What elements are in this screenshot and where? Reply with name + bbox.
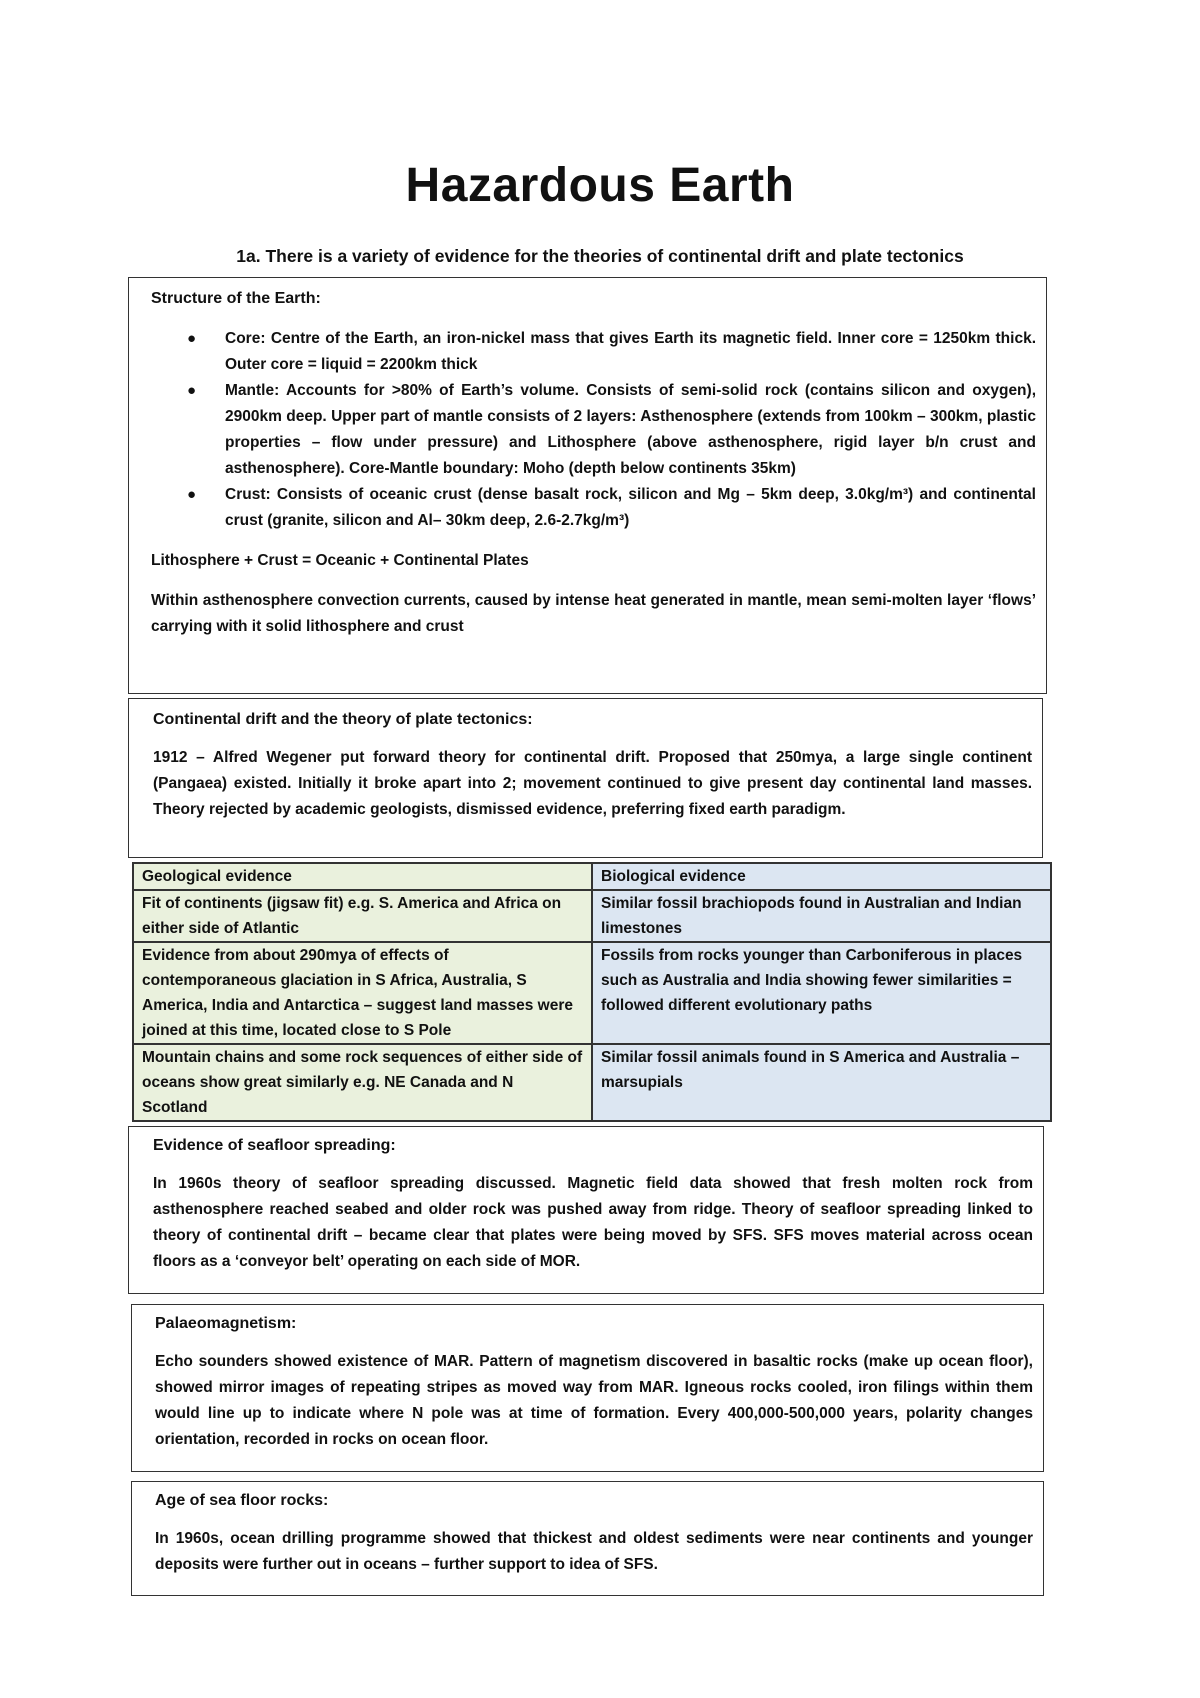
- table-cell-biological: Similar fossil animals found in S America and Australia – marsupials: [592, 1044, 1051, 1121]
- continental-drift-box: [128, 698, 1043, 858]
- table-cell-biological: Similar fossil brachiopods found in Australian and Indian limestones: [592, 890, 1051, 942]
- biological-evidence-header: Biological evidence: [592, 863, 1051, 890]
- page-title: Hazardous Earth: [405, 159, 795, 212]
- layer-crust-item: [187, 482, 1036, 534]
- table-cell-geological: Evidence from about 290mya of effects of contemporaneous glaciation in S Africa, Australia, S America, India and Antarctica – suggest land masses were joined at this time, located close to S Pole: [133, 942, 592, 1044]
- layer-core-item: [187, 326, 1036, 378]
- table-row: [133, 1044, 1051, 1121]
- drift-heading: Continental drift and the theory of plate tectonics:: [153, 711, 533, 728]
- palaeomagnetism-text: Echo sounders showed existence of MAR. Pattern of magnetism discovered in basaltic rocks (make up ocean floor), showed mirror images of repeating stripes as moved way from MAR. Igneous rocks cooled, iron filings within them would line up to indicate where N pole was at time of formation. Every 400,000-500,000 years, polarity changes orientation, recorded in rocks on ocean floor.: [155, 1353, 1033, 1448]
- table-header-row: [133, 863, 1051, 890]
- bullet-icon: ●: [187, 382, 197, 399]
- plates-equation: Lithosphere + Crust = Oceanic + Continental Plates: [151, 552, 529, 569]
- table-cell-geological: Fit of continents (jigsaw fit) e.g. S. America and Africa on either side of Atlantic: [133, 890, 592, 942]
- layer-mantle-item: [187, 378, 1036, 482]
- bullet-icon: ●: [187, 486, 197, 503]
- layer-crust-text: Crust: Consists of oceanic crust (dense basalt rock, silicon and Mg – 5km deep, 3.0kg/m³) and continental crust (granite, silicon and Al– 30km deep, 2.6-2.7kg/m³): [225, 486, 1036, 529]
- sea-floor-age-box: [131, 1481, 1044, 1596]
- palaeomagnetism-box: [131, 1304, 1044, 1472]
- table-row: [133, 942, 1051, 1044]
- geological-evidence-header: Geological evidence: [133, 863, 592, 890]
- page-subtitle: 1a. There is a variety of evidence for the theories of continental drift and plate tectonics: [236, 246, 964, 266]
- seafloor-heading: Evidence of seafloor spreading:: [153, 1137, 396, 1154]
- drift-text: 1912 – Alfred Wegener put forward theory for continental drift. Proposed that 250mya, a large single continent (Pangaea) existed. Initially it broke apart into 2; movement continued to give present day continental land masses. Theory rejected by academic geologists, dismissed evidence, preferring fixed earth paradigm.: [153, 749, 1032, 818]
- convection-text: Within asthenosphere convection currents, caused by intense heat generated in mantle, mean semi-molten layer ‘flows’ carrying with it solid lithosphere and crust: [151, 592, 1036, 635]
- evidence-table: [132, 862, 1052, 1122]
- structure-heading: Structure of the Earth:: [151, 290, 321, 307]
- table-row: [133, 890, 1051, 942]
- structure-of-earth-box: [128, 277, 1047, 694]
- layer-mantle-text: Mantle: Accounts for >80% of Earth’s volume. Consists of semi-solid rock (contains silicon and oxygen), 2900km deep. Upper part of mantle consists of 2 layers: Asthenosphere (extends from 100km – 300km, plastic properties – flow under pressure) and Lithosphere (above asthenosphere, rigid layer b/n crust and asthenosphere). Core-Mantle boundary: Moho (depth below continents 35km): [225, 382, 1036, 477]
- seafloor-spreading-box: [128, 1126, 1044, 1294]
- bullet-icon: ●: [187, 330, 197, 347]
- earth-layers-list: [151, 326, 1036, 534]
- layer-core-text: Core: Centre of the Earth, an iron-nickel mass that gives Earth its magnetic field. Inner core = 1250km thick. Outer core = liquid = 2200km thick: [225, 330, 1036, 373]
- sea-floor-age-text: In 1960s, ocean drilling programme showed that thickest and oldest sediments were near continents and younger deposits were further out in oceans – further support to idea of SFS.: [155, 1530, 1033, 1573]
- seafloor-text: In 1960s theory of seafloor spreading discussed. Magnetic field data showed that fresh molten rock from asthenosphere reached seabed and older rock was pushed away from ridge. Theory of seafloor spreading linked to theory of continental drift – became clear that plates were being moved by SFS. SFS moves material across ocean floors as a ‘conveyor belt’ operating on each side of MOR.: [153, 1175, 1033, 1270]
- table-cell-geological: Mountain chains and some rock sequences of either side of oceans show great similarly e.g. NE Canada and N Scotland: [133, 1044, 592, 1121]
- palaeomagnetism-heading: Palaeomagnetism:: [155, 1315, 297, 1332]
- sea-floor-age-heading: Age of sea floor rocks:: [155, 1492, 329, 1509]
- table-cell-biological: Fossils from rocks younger than Carboniferous in places such as Australia and India showing fewer similarities = followed different evolutionary paths: [592, 942, 1051, 1044]
